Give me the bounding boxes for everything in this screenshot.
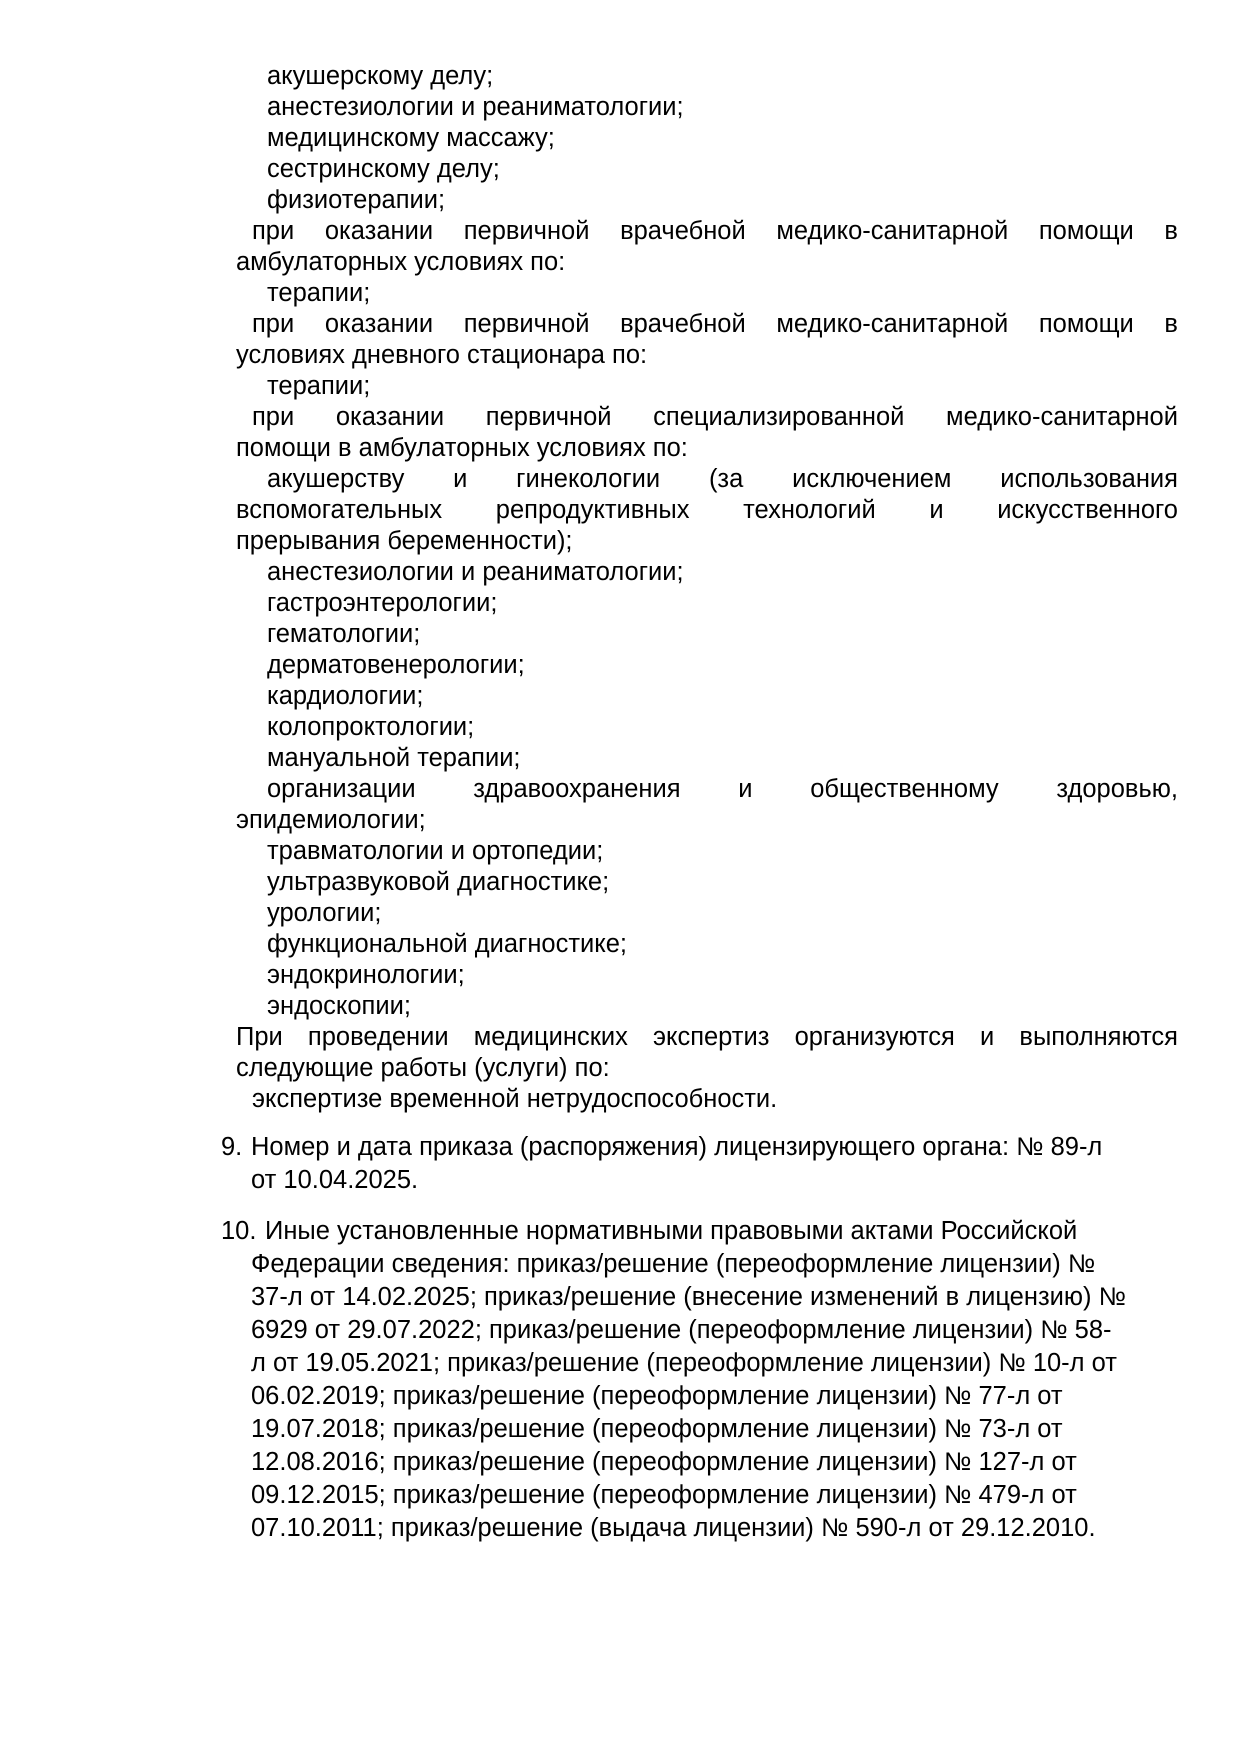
list-item: травматологии и ортопедии;: [267, 837, 604, 865]
paragraph-line: помощи в амбулаторных условиях по:: [236, 434, 688, 462]
list-item: гастроэнтерологии;: [267, 589, 498, 617]
word: в: [1164, 310, 1178, 338]
list-item: мануальной терапии;: [267, 744, 521, 772]
paragraph-line: следующие работы (услуги) по:: [236, 1054, 610, 1082]
section-line: 12.08.2016; приказ/решение (переоформление лицензии) № 127-л от: [251, 1448, 1077, 1476]
word: организации: [267, 775, 416, 803]
section-number: 10.: [221, 1217, 257, 1245]
paragraph-line: эпидемиологии;: [236, 806, 426, 834]
word: первичной: [463, 217, 590, 245]
paragraph-line: амбулаторных условиях по:: [236, 248, 566, 276]
list-item: терапии;: [267, 279, 371, 307]
word: при: [252, 217, 295, 245]
word: первичной: [463, 310, 590, 338]
word: и: [929, 496, 944, 524]
paragraph-line: условиях дневного стационара по:: [236, 341, 648, 369]
word: общественному: [810, 775, 999, 803]
word: оказании: [335, 403, 445, 431]
word: экспертиз: [652, 1023, 770, 1051]
list-item: экспертизе временной нетрудоспособности.: [252, 1085, 778, 1113]
paragraph-line-justified: [267, 464, 1178, 495]
word: медицинских: [473, 1023, 628, 1051]
word: и: [453, 465, 468, 493]
list-item: гематологии;: [267, 620, 421, 648]
word: помощи: [1038, 310, 1134, 338]
paragraph-line-justified: [252, 216, 1178, 247]
section-number: 9.: [221, 1133, 243, 1161]
word: технологий: [743, 496, 876, 524]
word: использования: [1000, 465, 1178, 493]
section-line: Номер и дата приказа (распоряжения) лицензирующего органа: № 89-л: [251, 1133, 1103, 1161]
list-item: физиотерапии;: [267, 186, 446, 214]
word: и: [980, 1023, 995, 1051]
word: врачебной: [620, 217, 746, 245]
list-item: функциональной диагностике;: [267, 930, 627, 958]
list-item: эндокринологии;: [267, 961, 465, 989]
list-item: эндоскопии;: [267, 992, 411, 1020]
list-item: сестринскому делу;: [267, 155, 500, 183]
list-item: ультразвуковой диагностике;: [267, 868, 610, 896]
list-item: анестезиологии и реаниматологии;: [267, 93, 684, 121]
section-line: от 10.04.2025.: [251, 1166, 419, 1194]
section-line: 07.10.2011; приказ/решение (выдача лицензии) № 590-л от 29.12.2010.: [251, 1514, 1096, 1542]
word: при: [252, 403, 295, 431]
word: искусственного: [997, 496, 1178, 524]
word: оказании: [324, 217, 434, 245]
word: исключением: [792, 465, 952, 493]
section-line: Федерации сведения: приказ/решение (переоформление лицензии) №: [251, 1250, 1096, 1278]
section-line: 09.12.2015; приказ/решение (переоформление лицензии) № 479-л от: [251, 1481, 1077, 1509]
word: гинекологии: [516, 465, 661, 493]
word: медико-санитарной: [776, 217, 1009, 245]
section-line: Иные установленные нормативными правовыми актами Российской: [265, 1217, 1078, 1245]
list-item: дерматовенерологии;: [267, 651, 525, 679]
paragraph-line-justified: [252, 402, 1178, 433]
word: (за: [708, 465, 744, 493]
word: выполняются: [1019, 1023, 1178, 1051]
section-line: 37-л от 14.02.2025; приказ/решение (внесение изменений в лицензию) №: [251, 1283, 1126, 1311]
list-item: акушерскому делу;: [267, 62, 494, 90]
word: организуются: [794, 1023, 955, 1051]
word: врачебной: [620, 310, 746, 338]
list-item: терапии;: [267, 372, 371, 400]
paragraph-line-justified: [236, 495, 1178, 526]
list-item: колопроктологии;: [267, 713, 475, 741]
paragraph-line-justified: [267, 774, 1178, 805]
list-item: медицинскому массажу;: [267, 124, 555, 152]
word: при: [252, 310, 295, 338]
section-line: 19.07.2018; приказ/решение (переоформление лицензии) № 73-л от: [251, 1415, 1063, 1443]
word: здоровью,: [1056, 775, 1178, 803]
paragraph-line-justified: [252, 309, 1178, 340]
word: При: [236, 1023, 283, 1051]
word: медико-санитарной: [776, 310, 1009, 338]
word: помощи: [1038, 217, 1134, 245]
list-item: кардиологии;: [267, 682, 424, 710]
word: оказании: [324, 310, 434, 338]
section-line: л от 19.05.2021; приказ/решение (переоформление лицензии) № 10-л от: [251, 1349, 1117, 1377]
paragraph-line-justified: [236, 1022, 1178, 1053]
word: здравоохранения: [473, 775, 681, 803]
word: первичной: [485, 403, 612, 431]
word: репродуктивных: [495, 496, 690, 524]
word: проведении: [307, 1023, 449, 1051]
list-item: урологии;: [267, 899, 382, 927]
section-line: 06.02.2019; приказ/решение (переоформление лицензии) № 77-л от: [251, 1382, 1063, 1410]
word: медико-санитарной: [946, 403, 1178, 431]
list-item: анестезиологии и реаниматологии;: [267, 558, 684, 586]
word: специализированной: [653, 403, 905, 431]
word: в: [1164, 217, 1178, 245]
word: и: [738, 775, 753, 803]
paragraph-line: прерывания беременности);: [236, 527, 573, 555]
word: акушерству: [267, 465, 405, 493]
word: вспомогательных: [236, 496, 443, 524]
section-line: 6929 от 29.07.2022; приказ/решение (переоформление лицензии) № 58-: [251, 1316, 1112, 1344]
